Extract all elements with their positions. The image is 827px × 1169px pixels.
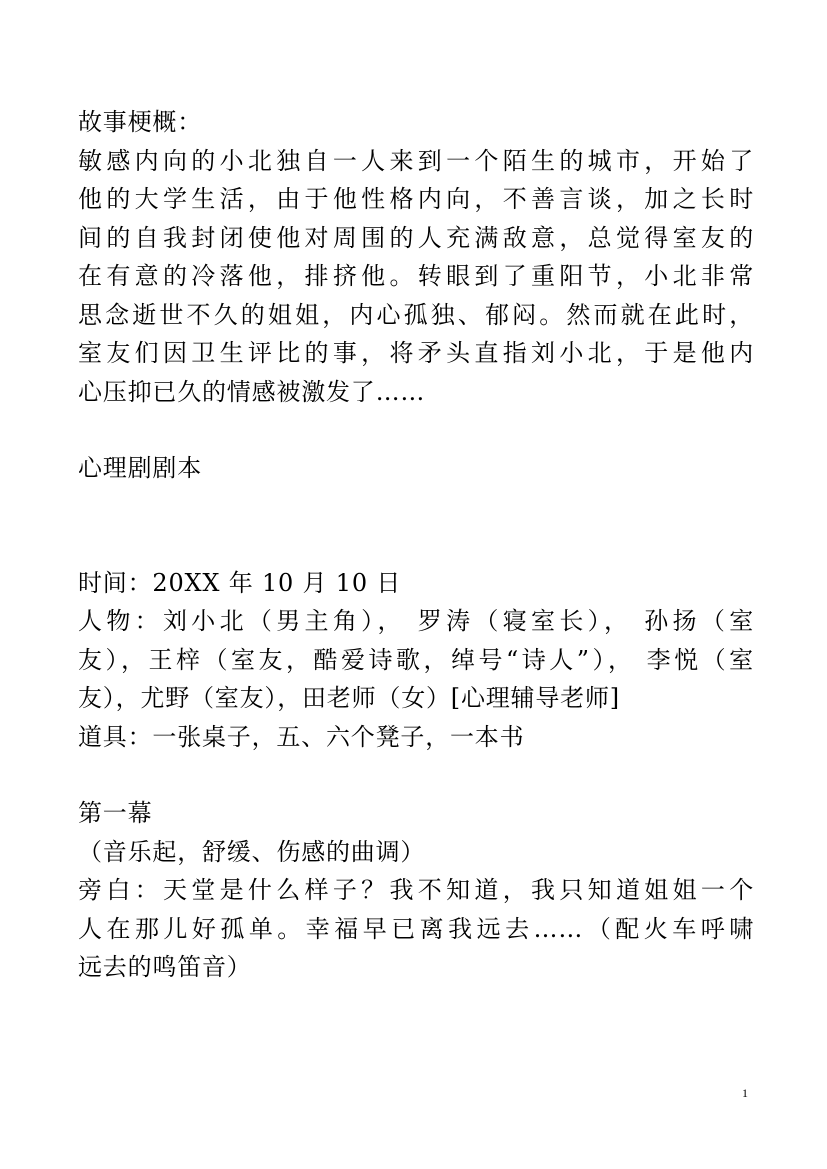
synopsis-line: 间的自我封闭使他对周围的人充满敌意，总觉得室友的 [78, 223, 754, 252]
narration-line: 人在那儿好孤单。幸福早已离我远去……（配火车呼啸 [78, 914, 754, 943]
characters-line: 友），王梓（室友，酷爱诗歌，绰号“诗人”）， 李悦（室 [78, 645, 754, 674]
characters-line: 人物：刘小北（男主角）， 罗涛（寝室长）， 孙扬（室 [78, 607, 754, 635]
characters-line: 友），尤野（室友），田老师（女）[心理辅导老师] [78, 684, 620, 712]
script-title: 心理剧剧本 [78, 454, 202, 482]
time-line: 时间：20XX 年 10 月 10 日 [78, 568, 402, 597]
narration-paragraph [78, 871, 754, 987]
synopsis-line: 敏感内向的小北独自一人来到一个陌生的城市，开始了 [78, 146, 754, 175]
spacer [78, 488, 754, 564]
synopsis-line: 思念逝世不久的姐姐，内心孤独、郁闷。然而就在此时， [78, 300, 754, 329]
narration-line: 旁白：天堂是什么样子？我不知道，我只知道姐姐一个 [78, 876, 754, 904]
synopsis-line: 心压抑已久的情感被激发了…… [78, 377, 426, 406]
page-number: 1 [742, 1086, 748, 1100]
act-title: 第一幕 [78, 799, 153, 827]
synopsis-line: 室友们因卫生评比的事，将矛头直指刘小北，于是他内 [78, 339, 754, 367]
spacer [78, 756, 754, 794]
characters-paragraph [78, 602, 754, 718]
synopsis-line: 在有意的冷落他，排挤他。转眼到了重阳节，小北非常 [78, 262, 754, 290]
spacer [78, 411, 754, 449]
stage-direction: （音乐起，舒缓、伤感的曲调） [78, 837, 426, 866]
narration-line: 远去的鸣笛音） [78, 953, 252, 981]
props-line: 道具：一张桌子，五、六个凳子，一本书 [78, 722, 525, 751]
synopsis-heading: 故事梗概： [78, 108, 202, 136]
document-body [78, 103, 754, 987]
synopsis-line: 他的大学生活，由于他性格内向，不善言谈，加之长时 [78, 185, 754, 213]
synopsis-paragraph [78, 142, 754, 412]
